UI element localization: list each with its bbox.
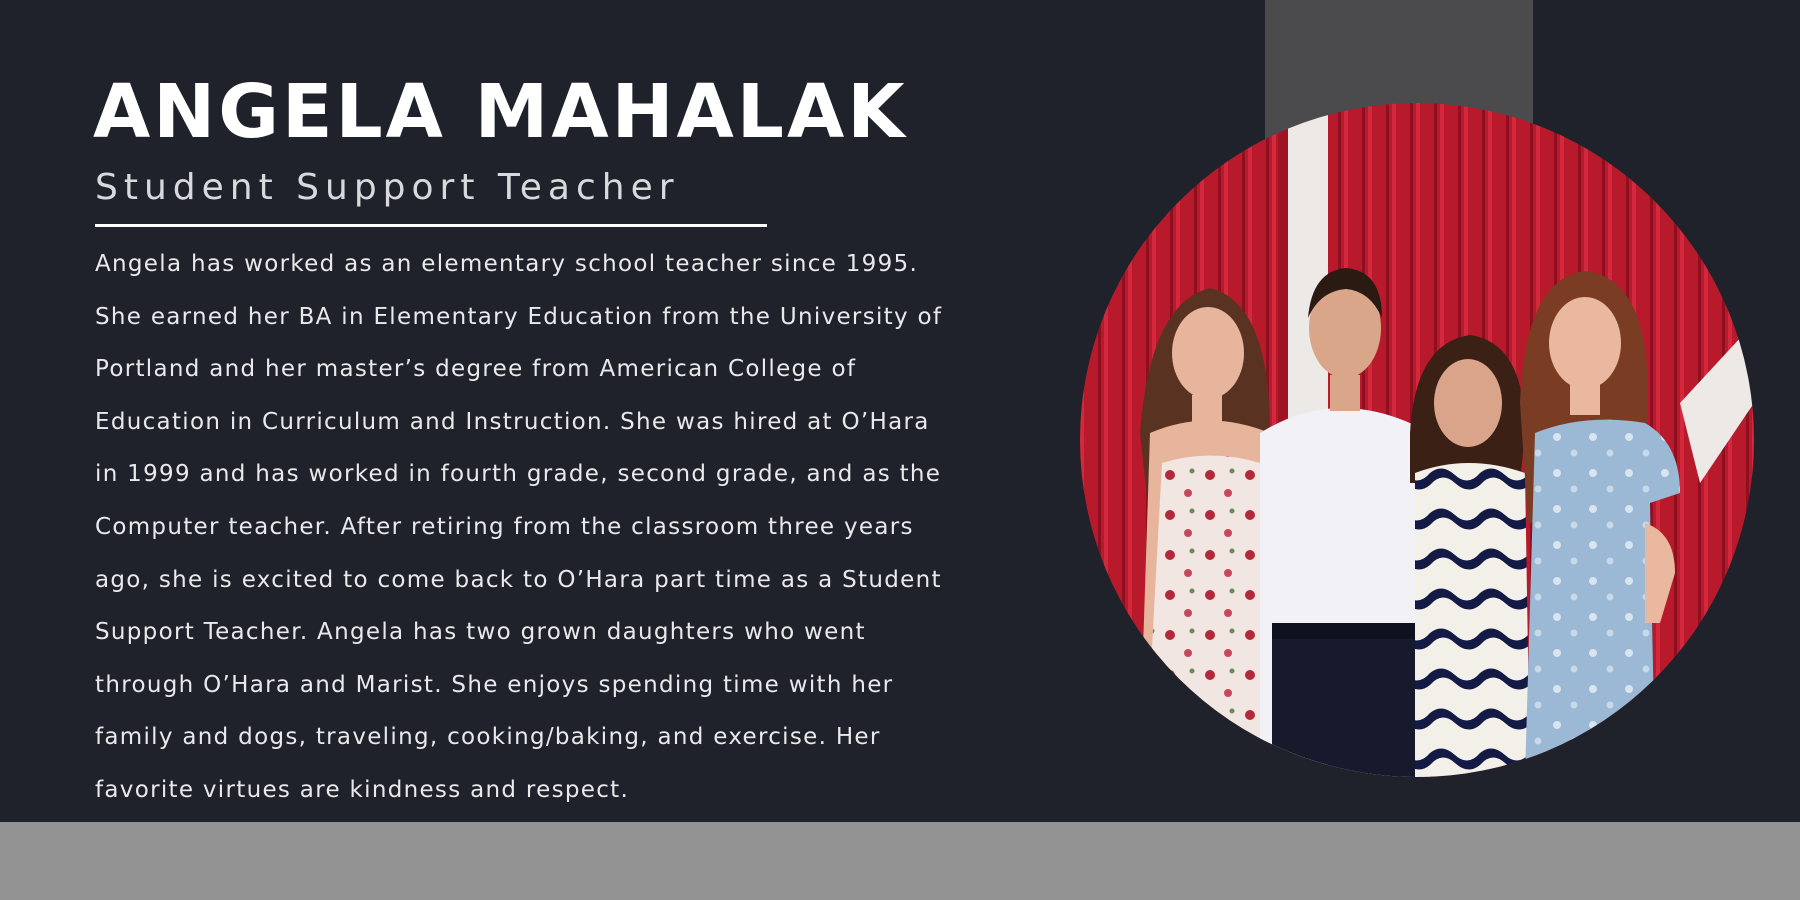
bio-line: through O’Hara and Marist. She enjoys spending time with her	[95, 671, 894, 698]
person-role: Student Support Teacher	[95, 167, 680, 208]
bio-line: family and dogs, traveling, cooking/baking, and exercise. Her	[95, 724, 881, 751]
bio-line: Portland and her master’s degree from American College of	[95, 356, 857, 383]
bio-line: ago, she is excited to come back to O’Hara part time as a Student	[95, 566, 942, 593]
bio-paragraph	[95, 238, 1095, 817]
bio-line: Angela has worked as an elementary school teacher since 1995.	[95, 251, 919, 277]
title-divider	[95, 224, 767, 227]
bio-line: She earned her BA in Elementary Education from the University of	[95, 303, 943, 330]
bio-line: Education in Curriculum and Instruction. She was hired at O’Hara	[95, 408, 930, 435]
bio-line: in 1999 and has worked in fourth grade, second grade, and as the	[95, 461, 942, 488]
family-photo	[1080, 103, 1754, 777]
person-name: ANGELA MAHALAK	[93, 69, 908, 155]
bio-line: Computer teacher. After retiring from the classroom three years	[95, 513, 914, 540]
bio-line: Support Teacher. Angela has two grown daughters who went	[95, 619, 866, 646]
bio-line: favorite virtues are kindness and respect.	[95, 776, 630, 803]
